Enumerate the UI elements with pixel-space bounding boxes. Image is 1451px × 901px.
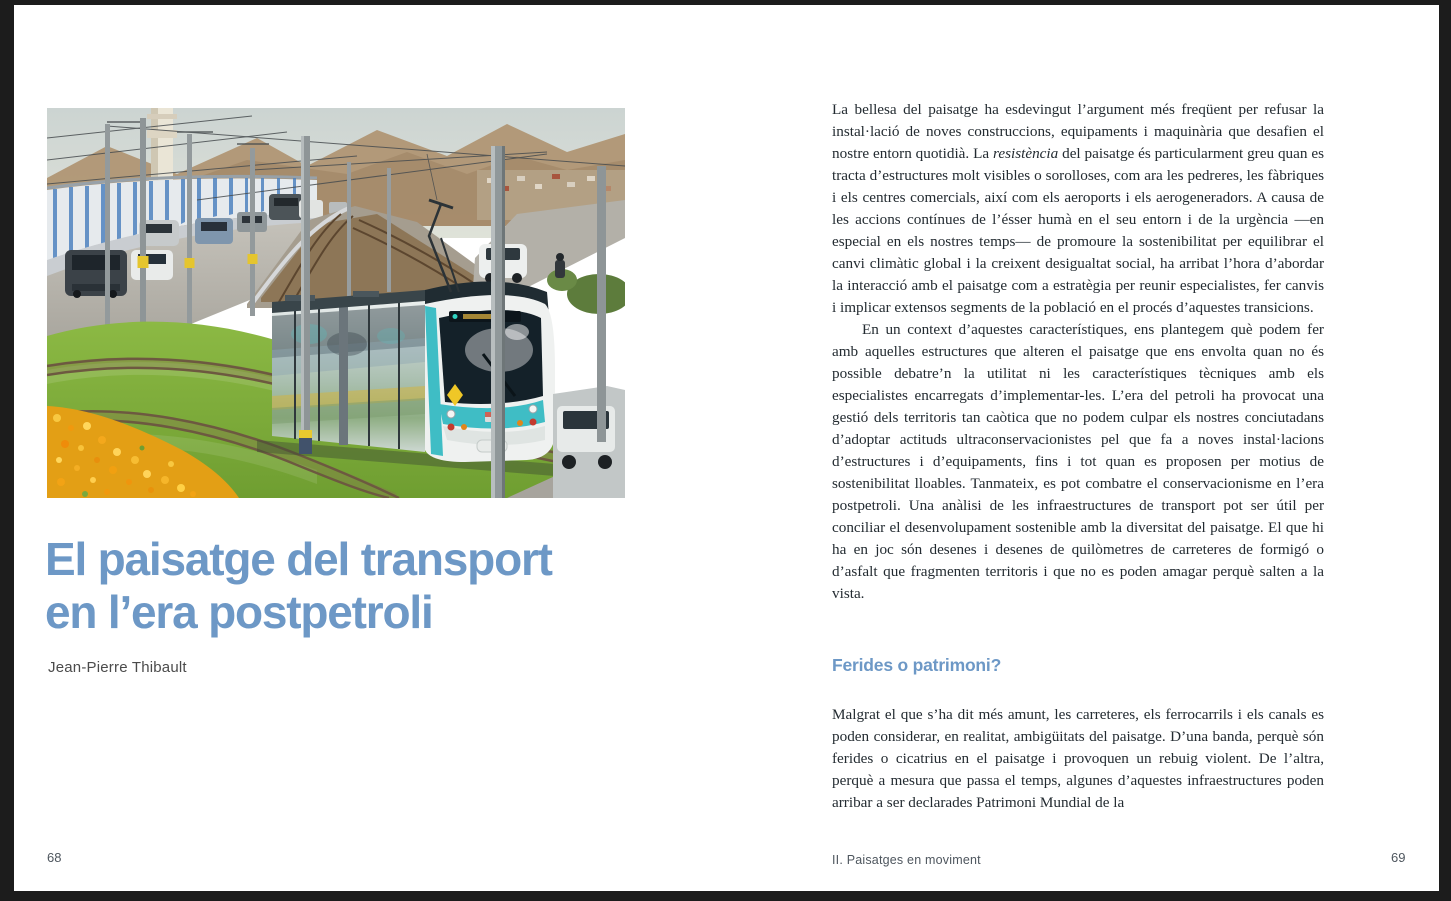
page-number-left: 68 — [47, 850, 62, 865]
title-line-2: en l’era postpetroli — [45, 586, 433, 638]
paragraph-1-text: La bellesa del paisatge ha esdevingut l’argument més freqüent per refusar la instal·lació de noves construccions, equipaments i maquinària que desafien el nostre entorn quotidià. La — [832, 101, 1324, 162]
paragraph-1-italic: resistència — [992, 145, 1059, 162]
paragraph-3: Malgrat el que s’ha dit més amunt, les carreteres, els ferrocarrils i els canals es poden considerar, en realitat, ambigüitats del paisatge. D’una banda, perquè són ferides o cicatrius en el paisatge i provoquen un rebuig violent. De l’altra, perquè a mesura que passa el temps, algunes d’aquestes infraestructures poden arribar a ser declarades Patrimoni Mundial de la — [832, 706, 1324, 811]
tram-photo — [47, 108, 625, 498]
page-number-right: 69 — [1391, 850, 1406, 865]
motorbike — [555, 253, 565, 278]
author-name: Jean-Pierre Thibault — [48, 659, 187, 676]
body-text-column — [832, 99, 1324, 605]
title-line-1: El paisatge del transport — [45, 533, 552, 585]
paragraph-1 — [832, 99, 1324, 319]
running-footer: II. Paisatges en moviment — [832, 853, 981, 867]
article-title — [45, 533, 552, 639]
paragraph-1-text: del paisatge és particularment greu quan es tracta d’estructures molt visibles o sorolloses, com ara les pedreres, les fàbriques i els centres comercials, així com els aeroports i els aerogeneradors. A causa de les accions contínues de l’ésser humà en el seu entorn i de la urgència —en especial en els nostres temps— de promoure la sostenibilitat per equilibrar el canvi climàtic global i la creixent desigualtat social, ha arribat l’hora d’abordar la interacció amb el paisatge com a estratègia per reunir especialistes, fer canvis i implicar extensos segments de la població en el procés d’aquestes transicions. — [832, 145, 1324, 316]
book-spread — [14, 5, 1439, 891]
paragraph-2: En un context d’aquestes característiques, ens plantegem què podem fer amb aquelles estructures que alteren el paisatge que ens envolta quan no és possible debatre’n la utilitat ni les característiques tècniques amb els especialistes encarregats d’implementar-les. L’era del petroli ha provocat una gestió dels territoris tan caòtica que no podem culpar els nostres conciutadans d’adoptar actituds ultraconservacionistes pel que fa a noves instal·lacions d’estructures i d’equipaments, fins i tot quan es proposen per motius de sostenibilitat lloables. Tanmateix, es pot combatre el conservacionisme en l’era postpetroli. Una anàlisi de les infraestructures de transport pot ser útil per conciliar el desenvolupament sostenible amb la diversitat del paisatge. El que hi ha en joc són desenes i desenes de quilòmetres de carreteres de formigó o d’asfalt que fragmenten territoris i que no es poden amagar perquè salten a la vista. — [832, 321, 1324, 602]
section-heading: Ferides o patrimoni? — [832, 655, 1002, 675]
